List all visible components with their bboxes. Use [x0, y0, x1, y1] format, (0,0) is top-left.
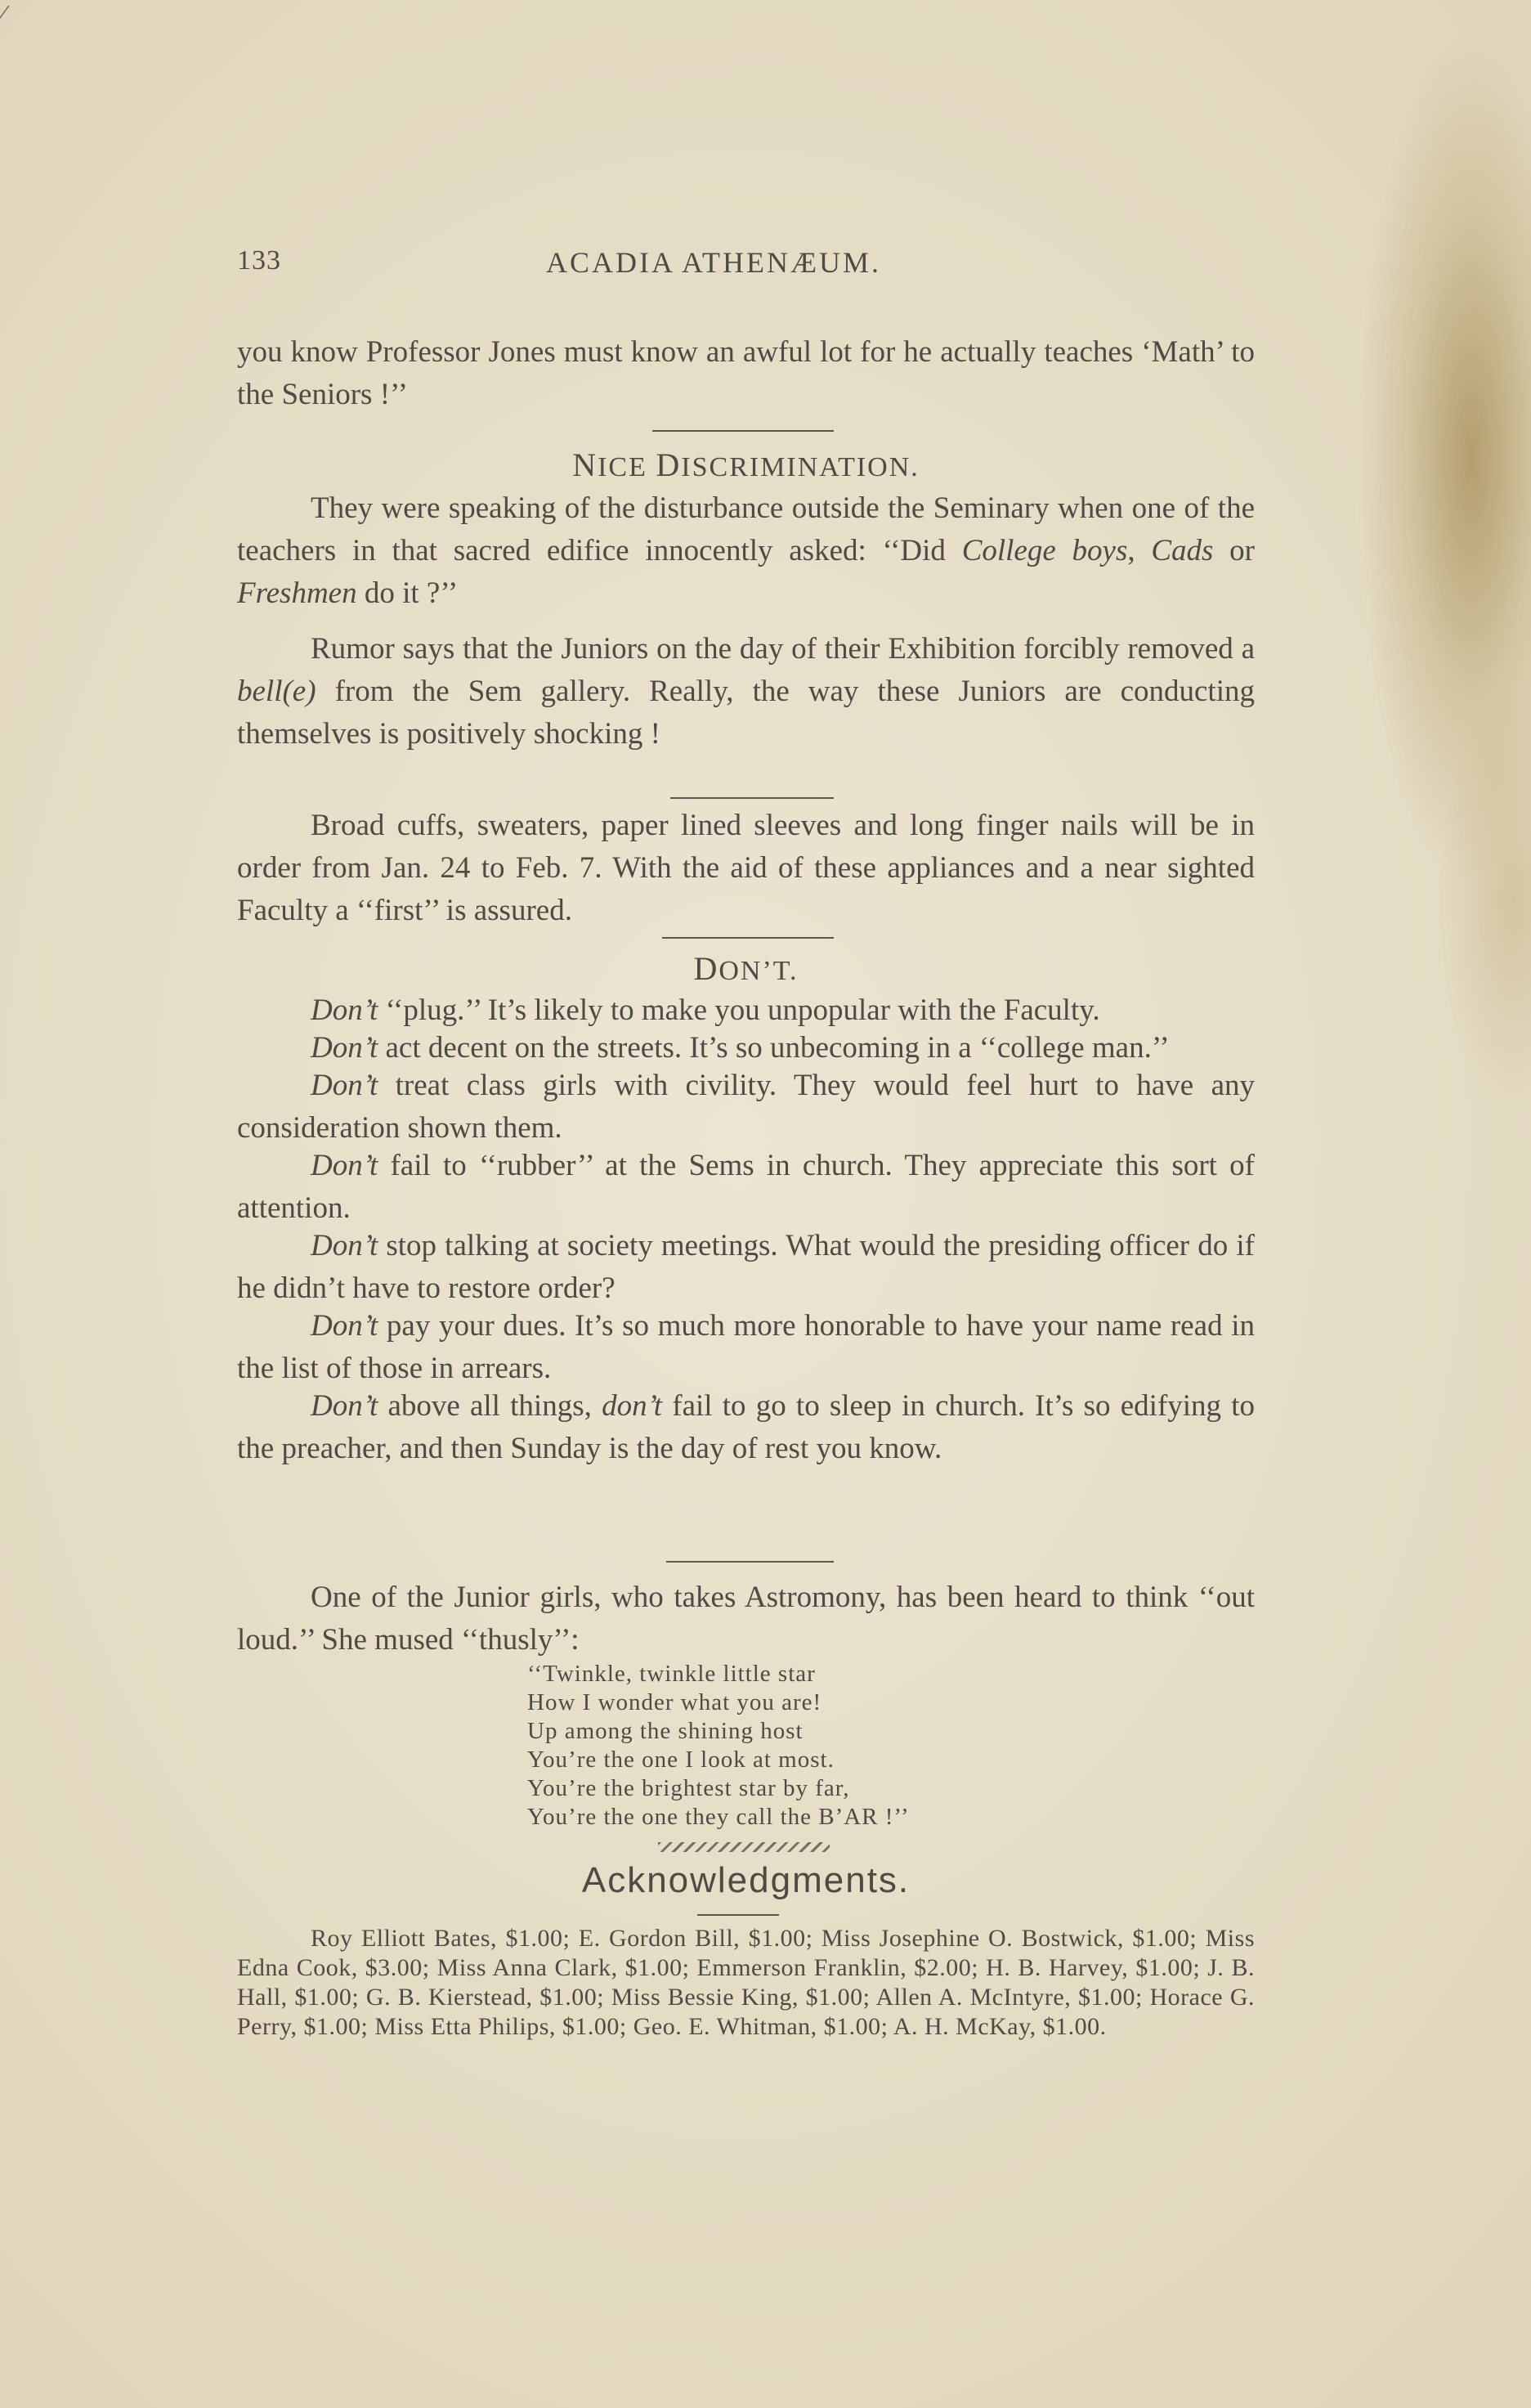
page-corner-mark: ⁄ — [0, 0, 5, 30]
dont-item: Don’t pay your dues. It’s so much more honorable to have your name read in the list of those in arrears. — [237, 1309, 1256, 1385]
intro-continuation — [237, 331, 1255, 416]
running-header — [237, 245, 1255, 294]
dont-item: Don’t fail to ‘‘rubber’’ at the Sems in church. They appreciate this sort of attention. — [237, 1149, 1255, 1225]
poem-line: Up among the shining host — [527, 1718, 804, 1744]
section-divider — [662, 937, 834, 939]
intro-paragraph: you know Professor Jones must know an awful lot for he actually teaches ‘Math’ to the Seniors !’’ — [237, 335, 1255, 411]
poem-line: ‘‘Twinkle, twinkle little star — [527, 1661, 816, 1687]
dont-list — [237, 989, 1255, 1470]
section-divider — [670, 797, 834, 799]
junior-girl-paragraph: One of the Junior girls, who takes Astromony, has been heard to think ‘‘out loud.’’ She mused ‘‘thusly’’: — [237, 1581, 1255, 1657]
dont-item: Don’t act decent on the streets. It’s so unbecoming in a ‘‘college man.’’ — [311, 1031, 1170, 1065]
poem-line: You’re the brightest star by far, — [527, 1775, 850, 1801]
poem — [527, 1660, 910, 1832]
section-heading-nice-discrimination: NICE DISCRIMINATION. — [572, 446, 920, 483]
section-heading-dont: DON’T. — [693, 950, 799, 987]
dont-item: Don’t ‘‘plug.’’ It’s likely to make you unpopular with the Faculty. — [311, 993, 1100, 1027]
journal-title: ACADIA ATHENÆUM. — [546, 246, 882, 279]
section-divider — [697, 1914, 779, 1916]
ornament-divider — [658, 1842, 830, 1852]
nice-discrimination-para-3: Broad cuffs, sweaters, paper lined sleeves and long finger nails will be in order from Jan. 24 to Feb. 7. With the aid of these appliances and a near sighted Faculty a ‘‘first’’ is assured. — [237, 809, 1255, 927]
poem-line: How I wonder what you are! — [527, 1689, 822, 1715]
nice-discrimination-para-2: Rumor says that the Juniors on the day of their Exhibition forcibly removed a bell(e) from the Sem gallery. Really, the way these Juniors are conducting themselves is positively shocking ! — [237, 632, 1255, 751]
nice-discrimination-para-1: They were speaking of the disturbance outside the Seminary when one of the teachers in that sacred edifice innocently asked: ‘‘Did College boys, Cads or Freshmen do it ?’’ — [237, 491, 1255, 610]
dont-item: Don’t treat class girls with civility. They would feel hurt to have any consideration shown them. — [237, 1069, 1256, 1145]
page-number: 133 — [237, 245, 281, 276]
dont-item: Don’t above all things, don’t fail to go to sleep in church. It’s so edifying to the preacher, and then Sunday is the day of rest you know. — [237, 1389, 1256, 1465]
dont-item: Don’t stop talking at society meetings. What would the presiding officer do if he didn’t have to restore order? — [237, 1229, 1255, 1305]
section-divider — [666, 1561, 834, 1563]
acknowledgments-title: Acknowledgments. — [581, 1860, 911, 1900]
acknowledgments-list: Roy Elliott Bates, $1.00; E. Gordon Bill, $1.00; Miss Josephine O. Bostwick, $1.00; Miss Edna Cook, $3.00; Miss Anna Clark, $1.00; Emmerson Franklin, $2.00; H. B. Harvey, $1.00; J. B. Hall, $1.00; G. B. Kierstead, $1.00; Miss Bessie King, $1.00; Allen A. McIntyre, $1.00; Horace G. Perry, $1.00; Miss Etta Philips, $1.00; Geo. E. Whitman, $1.00; A. H. McKay, $1.00. — [237, 1925, 1255, 2040]
poem-line: You’re the one I look at most. — [527, 1747, 835, 1773]
section-divider — [652, 430, 834, 432]
poem-line: You’re the one they call the B’AR !’’ — [527, 1804, 910, 1830]
